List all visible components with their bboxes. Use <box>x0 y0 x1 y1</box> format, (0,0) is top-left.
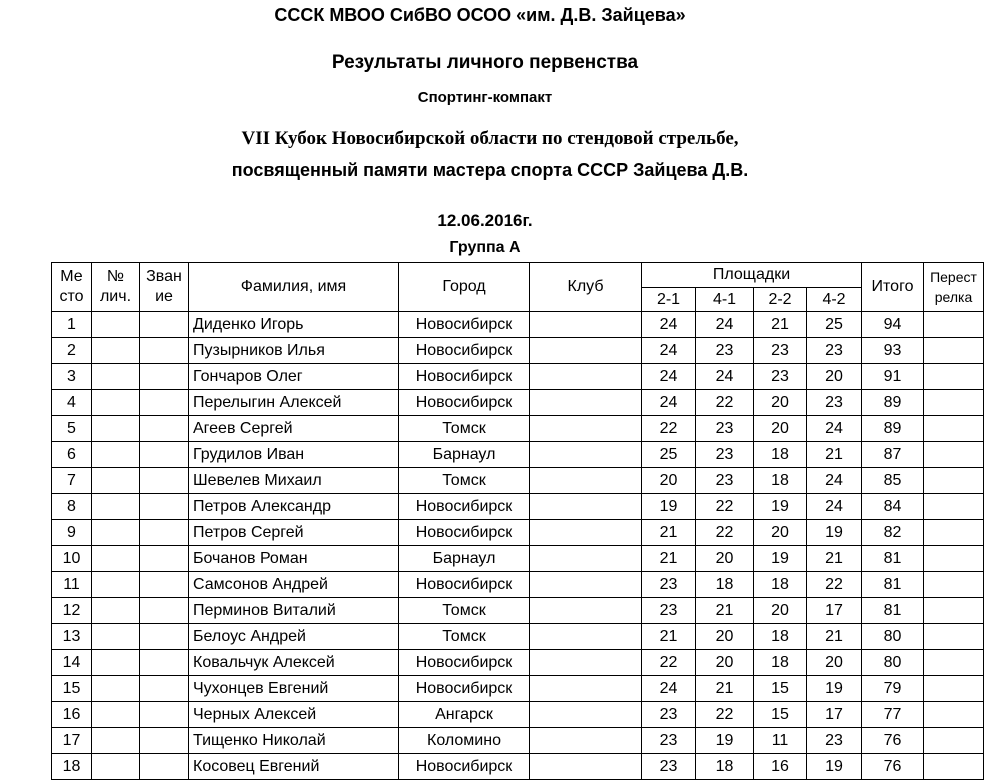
cell-club <box>530 468 642 494</box>
table-row <box>52 416 984 442</box>
cell-total: 77 <box>862 702 924 728</box>
cell-total: 91 <box>862 364 924 390</box>
cell-total: 80 <box>862 624 924 650</box>
cell-city: Ангарск <box>399 702 530 728</box>
cell-place: 15 <box>52 676 92 702</box>
table-row <box>52 364 984 390</box>
cell-range-4-1: 22 <box>696 520 754 546</box>
cell-number <box>92 728 140 754</box>
cell-rank <box>140 702 189 728</box>
table-row <box>52 546 984 572</box>
cell-name: Петров Александр <box>189 494 399 520</box>
cell-number <box>92 390 140 416</box>
cell-rank <box>140 546 189 572</box>
cell-number <box>92 416 140 442</box>
cell-range-2-2: 23 <box>754 364 807 390</box>
discipline-title: Спортинг-компакт <box>417 89 553 106</box>
cell-shootoff <box>924 728 984 754</box>
cell-range-4-2: 20 <box>807 364 862 390</box>
cell-range-2-2: 18 <box>754 468 807 494</box>
cell-name: Бочанов Роман <box>189 546 399 572</box>
cell-range-2-2: 11 <box>754 728 807 754</box>
table-header-row <box>52 263 984 288</box>
col-range-4-1: 4-1 <box>696 288 754 312</box>
cell-rank <box>140 728 189 754</box>
cell-range-4-2: 21 <box>807 442 862 468</box>
cell-range-2-2: 18 <box>754 624 807 650</box>
cell-name: Гончаров Олег <box>189 364 399 390</box>
cell-rank <box>140 442 189 468</box>
results-table <box>51 262 984 780</box>
cell-shootoff <box>924 676 984 702</box>
cell-range-4-2: 23 <box>807 728 862 754</box>
cell-club <box>530 650 642 676</box>
cell-range-2-2: 20 <box>754 520 807 546</box>
cell-club <box>530 754 642 780</box>
cell-range-2-1: 21 <box>642 546 696 572</box>
cell-rank <box>140 624 189 650</box>
col-place-header: Ме сто <box>52 263 92 312</box>
cell-range-2-2: 18 <box>754 442 807 468</box>
cell-rank <box>140 494 189 520</box>
cell-place: 2 <box>52 338 92 364</box>
col-city-header: Город <box>399 263 530 312</box>
cell-place: 18 <box>52 754 92 780</box>
cell-range-2-2: 23 <box>754 338 807 364</box>
cell-shootoff <box>924 338 984 364</box>
table-row <box>52 520 984 546</box>
cell-range-2-2: 20 <box>754 390 807 416</box>
results-title: Результаты личного первенства <box>331 52 639 73</box>
cell-rank <box>140 338 189 364</box>
cell-range-4-1: 22 <box>696 390 754 416</box>
cell-place: 6 <box>52 442 92 468</box>
cell-club <box>530 702 642 728</box>
cell-range-4-1: 21 <box>696 598 754 624</box>
cell-number <box>92 338 140 364</box>
cell-place: 8 <box>52 494 92 520</box>
cell-rank <box>140 364 189 390</box>
cell-range-4-2: 24 <box>807 416 862 442</box>
cell-club <box>530 676 642 702</box>
cell-number <box>92 442 140 468</box>
cell-place: 9 <box>52 520 92 546</box>
cell-range-4-2: 19 <box>807 676 862 702</box>
cell-range-2-1: 23 <box>642 598 696 624</box>
cell-range-2-1: 23 <box>642 572 696 598</box>
cell-city: Томск <box>399 416 530 442</box>
cell-number <box>92 468 140 494</box>
cell-city: Томск <box>399 598 530 624</box>
cell-range-2-2: 21 <box>754 312 807 338</box>
cell-city: Новосибирск <box>399 364 530 390</box>
cell-number <box>92 754 140 780</box>
cell-city: Новосибирск <box>399 650 530 676</box>
cell-range-4-1: 18 <box>696 572 754 598</box>
cell-number <box>92 676 140 702</box>
cell-place: 17 <box>52 728 92 754</box>
cell-range-2-1: 20 <box>642 468 696 494</box>
cell-club <box>530 624 642 650</box>
cell-range-4-1: 24 <box>696 312 754 338</box>
cell-range-2-1: 24 <box>642 338 696 364</box>
table-row <box>52 338 984 364</box>
cell-total: 94 <box>862 312 924 338</box>
cell-range-4-2: 21 <box>807 624 862 650</box>
cell-range-4-2: 21 <box>807 546 862 572</box>
cell-total: 84 <box>862 494 924 520</box>
cell-name: Ковальчук Алексей <box>189 650 399 676</box>
cell-shootoff <box>924 364 984 390</box>
cell-range-4-1: 22 <box>696 494 754 520</box>
cell-range-2-1: 21 <box>642 520 696 546</box>
cell-shootoff <box>924 546 984 572</box>
cell-club <box>530 390 642 416</box>
cell-range-2-1: 23 <box>642 702 696 728</box>
cell-number <box>92 598 140 624</box>
cell-name: Тищенко Николай <box>189 728 399 754</box>
cell-number <box>92 650 140 676</box>
cell-range-2-1: 24 <box>642 312 696 338</box>
cell-range-2-1: 24 <box>642 676 696 702</box>
cell-shootoff <box>924 702 984 728</box>
cell-shootoff <box>924 754 984 780</box>
cell-city: Новосибирск <box>399 312 530 338</box>
cell-city: Новосибирск <box>399 676 530 702</box>
cell-name: Шевелев Михаил <box>189 468 399 494</box>
cell-number <box>92 546 140 572</box>
table-row <box>52 754 984 780</box>
cell-shootoff <box>924 624 984 650</box>
cell-range-4-1: 23 <box>696 338 754 364</box>
cell-range-4-1: 22 <box>696 702 754 728</box>
cell-range-4-1: 23 <box>696 416 754 442</box>
col-rank-header: Зван ие <box>140 263 189 312</box>
cell-range-2-1: 24 <box>642 364 696 390</box>
cell-range-2-2: 15 <box>754 676 807 702</box>
cell-city: Новосибирск <box>399 754 530 780</box>
event-date: 12.06.2016г. <box>437 211 533 230</box>
cell-total: 82 <box>862 520 924 546</box>
cell-range-4-2: 17 <box>807 598 862 624</box>
cell-name: Косовец Евгений <box>189 754 399 780</box>
cell-range-4-1: 18 <box>696 754 754 780</box>
cell-range-4-1: 20 <box>696 624 754 650</box>
cell-club <box>530 338 642 364</box>
cup-title-line2: посвященный памяти мастера спорта СССР Зайцева Д.В. <box>231 160 749 180</box>
cell-shootoff <box>924 520 984 546</box>
cell-range-4-2: 20 <box>807 650 862 676</box>
cell-city: Новосибирск <box>399 338 530 364</box>
cell-range-4-2: 24 <box>807 468 862 494</box>
cell-total: 87 <box>862 442 924 468</box>
cell-range-2-1: 19 <box>642 494 696 520</box>
col-number-header: № лич. <box>92 263 140 312</box>
cell-range-4-2: 17 <box>807 702 862 728</box>
cell-range-4-2: 19 <box>807 754 862 780</box>
cell-number <box>92 312 140 338</box>
cell-number <box>92 520 140 546</box>
cell-range-4-2: 23 <box>807 338 862 364</box>
group-label: Группа А <box>449 239 521 256</box>
table-row <box>52 598 984 624</box>
cell-total: 76 <box>862 754 924 780</box>
table-row <box>52 728 984 754</box>
cell-total: 76 <box>862 728 924 754</box>
table-row <box>52 390 984 416</box>
cell-number <box>92 364 140 390</box>
cell-city: Новосибирск <box>399 390 530 416</box>
cell-shootoff <box>924 312 984 338</box>
cell-range-2-1: 24 <box>642 390 696 416</box>
cell-number <box>92 572 140 598</box>
cell-club <box>530 312 642 338</box>
table-row <box>52 468 984 494</box>
cell-range-4-1: 19 <box>696 728 754 754</box>
cell-city: Томск <box>399 624 530 650</box>
cell-range-4-1: 20 <box>696 650 754 676</box>
col-name-header: Фамилия, имя <box>189 263 399 312</box>
cell-city: Новосибирск <box>399 494 530 520</box>
cell-range-4-2: 22 <box>807 572 862 598</box>
table-row <box>52 442 984 468</box>
cell-name: Пузырников Илья <box>189 338 399 364</box>
cell-rank <box>140 676 189 702</box>
col-ranges-header: Площадки <box>642 263 862 288</box>
cell-range-2-2: 15 <box>754 702 807 728</box>
cell-city: Томск <box>399 468 530 494</box>
cell-shootoff <box>924 468 984 494</box>
cell-total: 81 <box>862 598 924 624</box>
cell-range-2-1: 22 <box>642 650 696 676</box>
cell-city: Барнаул <box>399 442 530 468</box>
cell-club <box>530 572 642 598</box>
cell-name: Диденко Игорь <box>189 312 399 338</box>
cell-rank <box>140 598 189 624</box>
cell-club <box>530 364 642 390</box>
cell-range-2-2: 16 <box>754 754 807 780</box>
cell-range-2-1: 23 <box>642 754 696 780</box>
col-range-2-1: 2-1 <box>642 288 696 312</box>
cell-club <box>530 416 642 442</box>
cell-rank <box>140 572 189 598</box>
cell-rank <box>140 520 189 546</box>
cell-place: 5 <box>52 416 92 442</box>
cell-club <box>530 520 642 546</box>
table-row <box>52 312 984 338</box>
cell-range-2-2: 18 <box>754 650 807 676</box>
cell-name: Перминов Виталий <box>189 598 399 624</box>
cell-shootoff <box>924 442 984 468</box>
table-row <box>52 702 984 728</box>
cell-city: Новосибирск <box>399 572 530 598</box>
cell-number <box>92 702 140 728</box>
col-club-header: Клуб <box>530 263 642 312</box>
cell-range-2-2: 20 <box>754 598 807 624</box>
cell-range-2-2: 18 <box>754 572 807 598</box>
cell-place: 4 <box>52 390 92 416</box>
cell-city: Новосибирск <box>399 520 530 546</box>
table-row <box>52 494 984 520</box>
cell-shootoff <box>924 572 984 598</box>
cell-range-2-1: 23 <box>642 728 696 754</box>
cell-range-4-2: 19 <box>807 520 862 546</box>
cell-club <box>530 494 642 520</box>
cell-total: 89 <box>862 390 924 416</box>
cell-name: Агеев Сергей <box>189 416 399 442</box>
cell-range-2-2: 20 <box>754 416 807 442</box>
cell-name: Самсонов Андрей <box>189 572 399 598</box>
table-row <box>52 650 984 676</box>
cell-city: Коломино <box>399 728 530 754</box>
cell-club <box>530 442 642 468</box>
cell-name: Белоус Андрей <box>189 624 399 650</box>
cell-name: Перелыгин Алексей <box>189 390 399 416</box>
cell-name: Черных Алексей <box>189 702 399 728</box>
cell-place: 7 <box>52 468 92 494</box>
cell-total: 93 <box>862 338 924 364</box>
cell-rank <box>140 390 189 416</box>
cell-name: Чухонцев Евгений <box>189 676 399 702</box>
cell-range-4-2: 24 <box>807 494 862 520</box>
organization-title: СССК МВОО СибВО ОСОО «им. Д.В. Зайцева» <box>274 5 686 25</box>
cell-place: 13 <box>52 624 92 650</box>
cell-range-2-1: 21 <box>642 624 696 650</box>
cell-shootoff <box>924 650 984 676</box>
cell-range-2-1: 22 <box>642 416 696 442</box>
cell-range-4-1: 20 <box>696 546 754 572</box>
cell-range-4-1: 23 <box>696 442 754 468</box>
cell-club <box>530 546 642 572</box>
cell-number <box>92 494 140 520</box>
cell-range-2-2: 19 <box>754 494 807 520</box>
col-range-4-2: 4-2 <box>807 288 862 312</box>
cell-range-4-2: 25 <box>807 312 862 338</box>
cell-total: 89 <box>862 416 924 442</box>
cell-name: Грудилов Иван <box>189 442 399 468</box>
col-range-2-2: 2-2 <box>754 288 807 312</box>
cell-rank <box>140 650 189 676</box>
cell-shootoff <box>924 598 984 624</box>
cell-range-4-1: 21 <box>696 676 754 702</box>
cell-range-4-2: 23 <box>807 390 862 416</box>
col-total-header: Итого <box>862 263 924 312</box>
cell-range-2-1: 25 <box>642 442 696 468</box>
table-row <box>52 572 984 598</box>
cell-place: 3 <box>52 364 92 390</box>
cell-place: 10 <box>52 546 92 572</box>
cup-title-line1: VII Кубок Новосибирской области по стендовой стрельбе, <box>241 128 739 149</box>
cell-range-2-2: 19 <box>754 546 807 572</box>
cell-place: 12 <box>52 598 92 624</box>
cell-place: 16 <box>52 702 92 728</box>
cell-name: Петров Сергей <box>189 520 399 546</box>
table-row <box>52 624 984 650</box>
cell-place: 14 <box>52 650 92 676</box>
cell-shootoff <box>924 416 984 442</box>
cell-club <box>530 598 642 624</box>
cell-total: 81 <box>862 546 924 572</box>
cell-rank <box>140 468 189 494</box>
cell-number <box>92 624 140 650</box>
table-row <box>52 676 984 702</box>
cell-rank <box>140 416 189 442</box>
cell-shootoff <box>924 494 984 520</box>
cell-place: 11 <box>52 572 92 598</box>
cell-total: 79 <box>862 676 924 702</box>
cell-total: 85 <box>862 468 924 494</box>
cell-place: 1 <box>52 312 92 338</box>
cell-rank <box>140 312 189 338</box>
cell-range-4-1: 23 <box>696 468 754 494</box>
col-shootoff-header: Перест релка <box>924 263 984 312</box>
cell-total: 80 <box>862 650 924 676</box>
cell-shootoff <box>924 390 984 416</box>
cell-range-4-1: 24 <box>696 364 754 390</box>
cell-club <box>530 728 642 754</box>
cell-total: 81 <box>862 572 924 598</box>
cell-city: Барнаул <box>399 546 530 572</box>
cell-rank <box>140 754 189 780</box>
